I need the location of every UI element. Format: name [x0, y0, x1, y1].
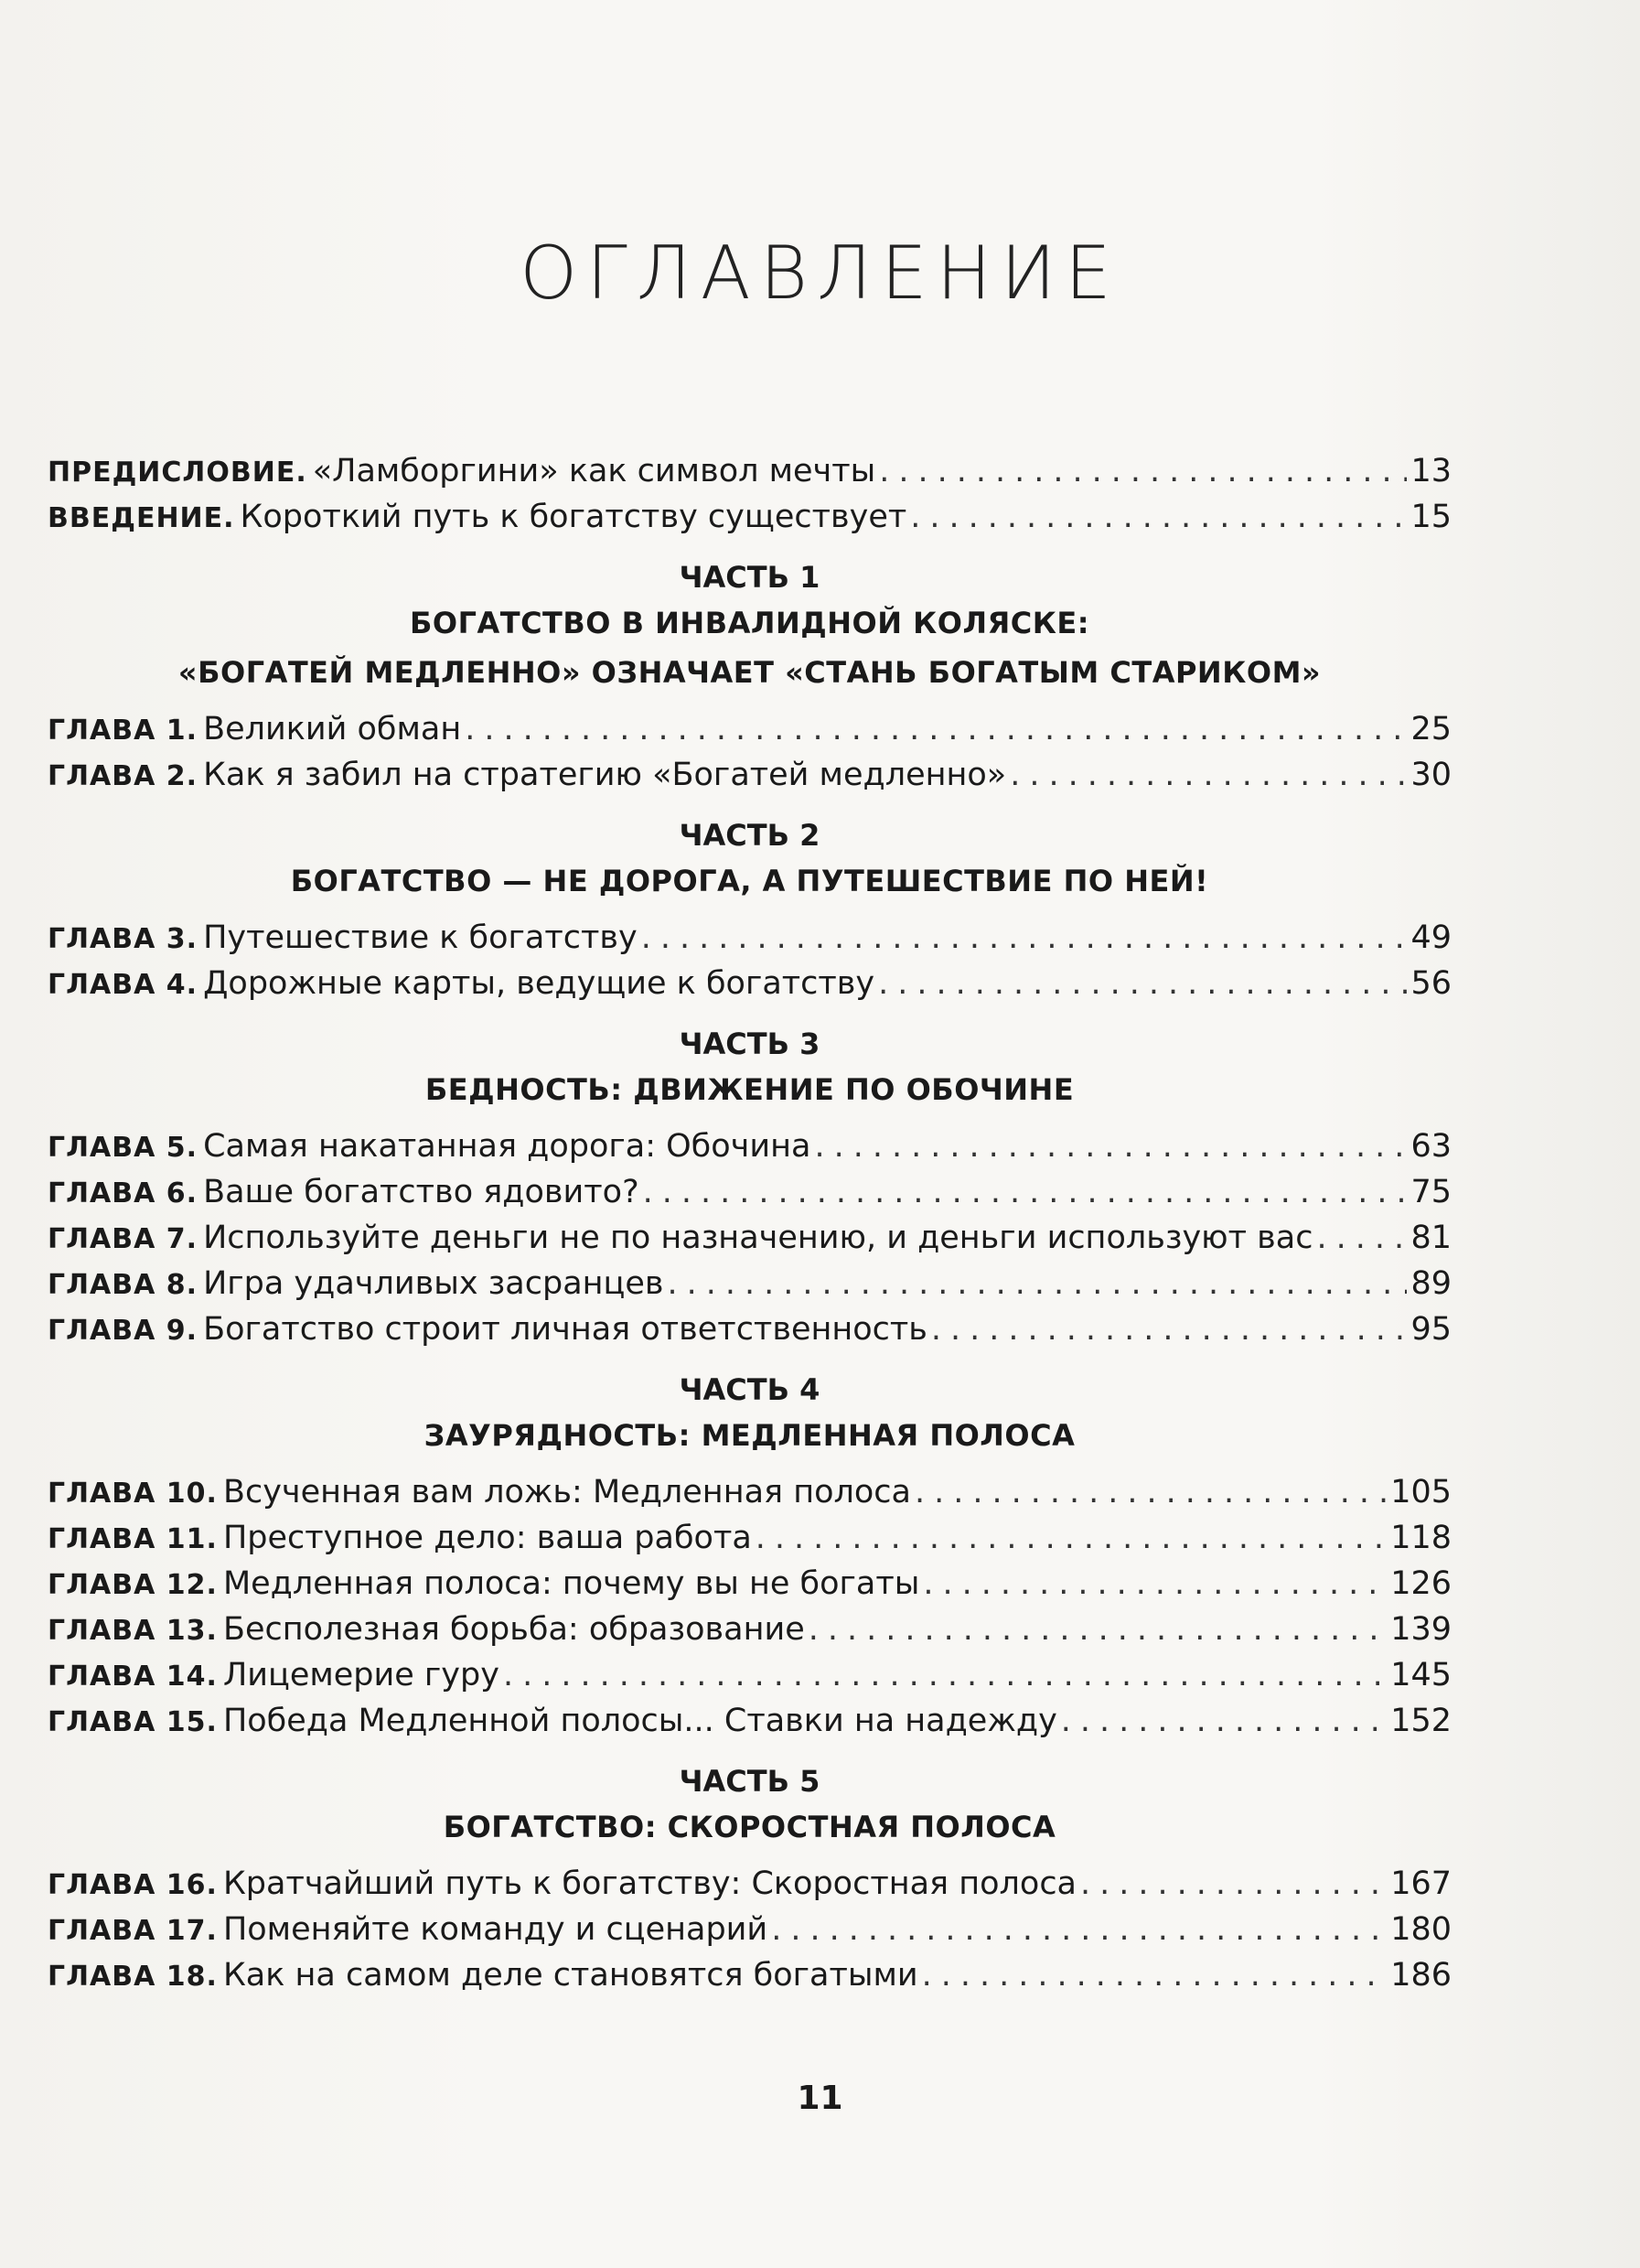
part-number: ЧАСТЬ 4: [679, 1372, 820, 1407]
dot-leader: [814, 1123, 1407, 1169]
entry-page: 152: [1390, 1703, 1452, 1739]
dot-leader: [1061, 1698, 1387, 1744]
part-title: БОГАТСТВО — НЕ ДОРОГА, А ПУТЕШЕСТВИЕ ПО НЕЙ!: [290, 864, 1209, 898]
dot-leader: [771, 1907, 1387, 1952]
toc-entry-chapter: [48, 752, 1452, 798]
dot-leader: [910, 494, 1407, 540]
entry-label: ГЛАВА 10.: [48, 1478, 218, 1510]
toc-entry-chapter: [48, 1861, 1452, 1907]
toc-entry-chapter: [48, 1907, 1452, 1952]
entry-title: Кратчайший путь к богатству: Скоростная полоса: [222, 1865, 1077, 1902]
part-number: ЧАСТЬ 2: [679, 818, 820, 853]
entry-title: Ваше богатство ядовито?: [203, 1174, 639, 1210]
entry-page: 186: [1390, 1957, 1452, 1994]
part-title: ЗАУРЯДНОСТЬ: МЕДЛЕННАЯ ПОЛОСА: [423, 1418, 1076, 1453]
entry-page: 81: [1410, 1220, 1452, 1256]
part-title: БЕДНОСТЬ: ДВИЖЕНИЕ ПО ОБОЧИНЕ: [424, 1072, 1075, 1107]
dot-leader: [878, 961, 1407, 1006]
entry-page: 180: [1390, 1911, 1452, 1948]
dot-leader: [879, 448, 1407, 494]
entry-page: 15: [1410, 499, 1452, 535]
dot-leader: [809, 1607, 1387, 1652]
entry-page: 75: [1410, 1174, 1452, 1210]
part-title: БОГАТСТВО: СКОРОСТНАЯ ПОЛОСА: [443, 1810, 1056, 1844]
toc-entry-chapter: [48, 1652, 1452, 1698]
entry-label: ГЛАВА 11.: [48, 1523, 218, 1555]
entry-title: Всученная вам ложь: Медленная полоса: [222, 1474, 911, 1510]
entry-title: Дорожные карты, ведущие к богатству: [203, 965, 875, 1002]
entry-title: Самая накатанная дорога: Обочина: [203, 1128, 811, 1165]
dot-leader: [1316, 1215, 1407, 1261]
toc-entry-chapter: [48, 961, 1452, 1006]
entry-label: ГЛАВА 4.: [48, 969, 198, 1001]
entry-label: ГЛАВА 3.: [48, 923, 198, 955]
dot-leader: [1080, 1861, 1387, 1907]
entry-label: ГЛАВА 7.: [48, 1223, 198, 1255]
part-number: ЧАСТЬ 3: [679, 1027, 820, 1061]
entry-page: 139: [1390, 1611, 1452, 1648]
dot-leader: [641, 915, 1408, 961]
entry-title: Преступное дело: ваша работа: [222, 1520, 752, 1556]
toc-entry-chapter: [48, 1952, 1452, 1998]
entry-label: ГЛАВА 17.: [48, 1915, 218, 1947]
entry-label: ВВЕДЕНИЕ.: [48, 502, 235, 534]
dot-leader: [503, 1652, 1387, 1698]
entry-title: Богатство строит личная ответственность: [203, 1311, 927, 1348]
entry-page: 89: [1410, 1265, 1452, 1302]
dot-leader: [756, 1515, 1387, 1561]
toc-entry-chapter: [48, 1123, 1452, 1169]
entry-label: ГЛАВА 1.: [48, 715, 198, 747]
entry-page: 30: [1410, 757, 1452, 793]
part-number: ЧАСТЬ 1: [679, 560, 820, 595]
toc-entry-chapter: [48, 1698, 1452, 1744]
toc-entry-introduction: [48, 494, 1452, 540]
entry-label: ГЛАВА 14.: [48, 1661, 218, 1693]
dot-leader: [915, 1469, 1387, 1515]
part-number: ЧАСТЬ 5: [679, 1764, 820, 1799]
entry-label: ГЛАВА 13.: [48, 1615, 218, 1647]
entry-page: 118: [1390, 1520, 1452, 1556]
entry-title: Как на самом деле становятся богатыми: [222, 1957, 918, 1994]
entry-page: 105: [1390, 1474, 1452, 1510]
part-title: БОГАТСТВО В ИНВАЛИДНОЙ КОЛЯСКЕ:: [409, 606, 1089, 640]
entry-title: Победа Медленной полосы... Ставки на надежду: [222, 1703, 1057, 1739]
entry-label: ГЛАВА 16.: [48, 1869, 218, 1901]
dot-leader: [668, 1261, 1408, 1306]
entry-label: ГЛАВА 6.: [48, 1177, 198, 1209]
toc-entry-chapter: [48, 706, 1452, 752]
entry-title: Игра удачливых засранцев: [203, 1265, 664, 1302]
page-number: 11: [797, 2080, 843, 2117]
dot-leader: [1010, 752, 1407, 798]
entry-page: 56: [1410, 965, 1452, 1002]
entry-title: Короткий путь к богатству существует: [240, 499, 907, 535]
entry-label: ГЛАВА 12.: [48, 1569, 218, 1601]
entry-page: 63: [1410, 1128, 1452, 1165]
entry-title: Используйте деньги не по назначению, и деньги используют вас: [203, 1220, 1313, 1256]
entry-page: 13: [1410, 453, 1452, 489]
entry-title: Путешествие к богатству: [203, 919, 638, 956]
entry-page: 145: [1390, 1657, 1452, 1693]
entry-label: ГЛАВА 2.: [48, 760, 198, 792]
entry-title: Медленная полоса: почему вы не богаты: [222, 1565, 920, 1602]
toc-entry-chapter: [48, 1215, 1452, 1261]
dot-leader: [922, 1952, 1388, 1998]
toc-entry-chapter: [48, 1469, 1452, 1515]
entry-label: ПРЕДИСЛОВИЕ.: [48, 457, 307, 489]
entry-label: ГЛАВА 18.: [48, 1961, 218, 1993]
entry-page: 126: [1390, 1565, 1452, 1602]
entry-page: 49: [1410, 919, 1452, 956]
dot-leader: [923, 1561, 1387, 1607]
page-title: ОГЛАВЛЕНИЕ: [520, 231, 1120, 316]
toc-entry-chapter: [48, 1169, 1452, 1215]
toc-entry-preface: [48, 448, 1452, 494]
entry-page: 167: [1390, 1865, 1452, 1902]
toc-entry-chapter: [48, 1306, 1452, 1352]
entry-title: Как я забил на стратегию «Богатей медленно»: [203, 757, 1007, 793]
entry-title: «Ламборгини» как символ мечты: [312, 453, 876, 489]
toc-entry-chapter: [48, 1561, 1452, 1607]
part-title: «БОГАТЕЙ МЕДЛЕННО» ОЗНАЧАЕТ «СТАНЬ БОГАТЫМ СТАРИКОМ»: [177, 655, 1322, 690]
table-of-contents: [48, 448, 1452, 1998]
toc-entry-chapter: [48, 915, 1452, 961]
entry-page: 25: [1410, 711, 1452, 747]
entry-label: ГЛАВА 8.: [48, 1269, 198, 1301]
entry-title: Великий обман: [203, 711, 462, 747]
entry-title: Бесполезная борьба: образование: [222, 1611, 805, 1648]
dot-leader: [931, 1306, 1408, 1352]
dot-leader: [465, 706, 1407, 752]
toc-entry-chapter: [48, 1515, 1452, 1561]
dot-leader: [643, 1169, 1408, 1215]
entry-label: ГЛАВА 5.: [48, 1132, 198, 1164]
toc-entry-chapter: [48, 1607, 1452, 1652]
entry-title: Поменяйте команду и сценарий: [222, 1911, 768, 1948]
entry-label: ГЛАВА 9.: [48, 1315, 198, 1347]
entry-label: ГЛАВА 15.: [48, 1706, 218, 1738]
entry-title: Лицемерие гуру: [222, 1657, 499, 1693]
entry-page: 95: [1410, 1311, 1452, 1348]
toc-entry-chapter: [48, 1261, 1452, 1306]
